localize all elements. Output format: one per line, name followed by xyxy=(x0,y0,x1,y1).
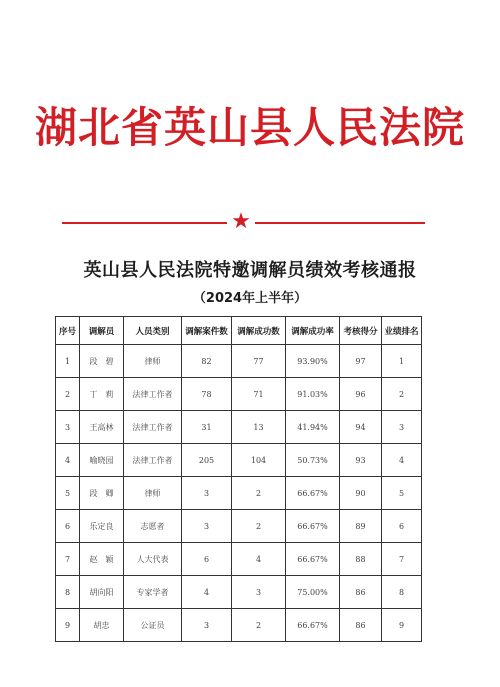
cell-cases: 3 xyxy=(182,510,232,543)
cell-cases: 3 xyxy=(182,609,232,642)
cell-score: 86 xyxy=(340,609,382,642)
cell-cases: 205 xyxy=(182,444,232,477)
cell-rank: 4 xyxy=(382,444,422,477)
column-header-success: 调解成功数 xyxy=(232,317,286,345)
cell-no: 7 xyxy=(56,543,80,576)
table-row xyxy=(56,345,422,378)
cell-category: 人大代表 xyxy=(124,543,182,576)
cell-rate: 66.67% xyxy=(286,543,340,576)
cell-rate: 93.90% xyxy=(286,345,340,378)
cell-rank: 9 xyxy=(382,609,422,642)
cell-score: 90 xyxy=(340,477,382,510)
table-row xyxy=(56,477,422,510)
cell-cases: 3 xyxy=(182,477,232,510)
cell-rank: 3 xyxy=(382,411,422,444)
cell-rate: 50.73% xyxy=(286,444,340,477)
cell-no: 8 xyxy=(56,576,80,609)
table-header-row xyxy=(56,317,422,345)
cell-mediator: 段 卿 xyxy=(80,477,124,510)
cell-cases: 4 xyxy=(182,576,232,609)
cell-rank: 2 xyxy=(382,378,422,411)
cell-rank: 8 xyxy=(382,576,422,609)
column-header-mediator: 调解员 xyxy=(80,317,124,345)
cell-no: 2 xyxy=(56,378,80,411)
table-row xyxy=(56,411,422,444)
cell-no: 6 xyxy=(56,510,80,543)
cell-cases: 82 xyxy=(182,345,232,378)
cell-category: 法律工作者 xyxy=(124,444,182,477)
cell-success: 2 xyxy=(232,510,286,543)
cell-score: 97 xyxy=(340,345,382,378)
cell-cases: 6 xyxy=(182,543,232,576)
cell-success: 2 xyxy=(232,477,286,510)
cell-no: 5 xyxy=(56,477,80,510)
cell-mediator: 段 碧 xyxy=(80,345,124,378)
cell-rank: 6 xyxy=(382,510,422,543)
cell-rate: 66.67% xyxy=(286,510,340,543)
cell-score: 94 xyxy=(340,411,382,444)
cell-category: 公证员 xyxy=(124,609,182,642)
red-divider-left xyxy=(62,222,227,224)
cell-cases: 78 xyxy=(182,378,232,411)
cell-mediator: 王高林 xyxy=(80,411,124,444)
cell-rank: 1 xyxy=(382,345,422,378)
cell-success: 104 xyxy=(232,444,286,477)
column-header-rank: 业绩排名 xyxy=(382,317,422,345)
cell-rate: 41.94% xyxy=(286,411,340,444)
table-row xyxy=(56,378,422,411)
column-header-score: 考核得分 xyxy=(340,317,382,345)
cell-score: 86 xyxy=(340,576,382,609)
cell-no: 4 xyxy=(56,444,80,477)
column-header-no: 序号 xyxy=(56,317,80,345)
column-header-rate: 调解成功率 xyxy=(286,317,340,345)
document-subtitle: （2024年上半年） xyxy=(192,291,308,306)
cell-success: 13 xyxy=(232,411,286,444)
cell-score: 96 xyxy=(340,378,382,411)
star-icon: ★ xyxy=(231,209,251,234)
cell-mediator: 胡忠 xyxy=(80,609,124,642)
cell-rank: 7 xyxy=(382,543,422,576)
cell-category: 专家学者 xyxy=(124,576,182,609)
cell-category: 法律工作者 xyxy=(124,411,182,444)
court-name-heading: 湖北省英山县人民法院 xyxy=(34,103,465,152)
cell-rate: 91.03% xyxy=(286,378,340,411)
table-row xyxy=(56,576,422,609)
cell-category: 律师 xyxy=(124,477,182,510)
cell-mediator: 乐定良 xyxy=(80,510,124,543)
red-divider-right xyxy=(255,222,425,224)
cell-cases: 31 xyxy=(182,411,232,444)
column-header-category: 人员类别 xyxy=(124,317,182,345)
cell-rate: 75.00% xyxy=(286,576,340,609)
cell-mediator: 赵 颖 xyxy=(80,543,124,576)
cell-success: 77 xyxy=(232,345,286,378)
document-title: 英山县人民法院特邀调解员绩效考核通报 xyxy=(83,260,417,281)
cell-score: 88 xyxy=(340,543,382,576)
performance-table xyxy=(55,316,422,642)
cell-no: 9 xyxy=(56,609,80,642)
cell-rate: 66.67% xyxy=(286,477,340,510)
cell-no: 3 xyxy=(56,411,80,444)
cell-no: 1 xyxy=(56,345,80,378)
cell-mediator: 胡向阳 xyxy=(80,576,124,609)
table-row xyxy=(56,444,422,477)
cell-score: 89 xyxy=(340,510,382,543)
cell-rate: 66.67% xyxy=(286,609,340,642)
cell-success: 71 xyxy=(232,378,286,411)
cell-mediator: 丁 莉 xyxy=(80,378,124,411)
table-row xyxy=(56,543,422,576)
cell-category: 法律工作者 xyxy=(124,378,182,411)
table-row xyxy=(56,510,422,543)
table-row xyxy=(56,609,422,642)
cell-success: 2 xyxy=(232,609,286,642)
cell-category: 志愿者 xyxy=(124,510,182,543)
cell-rank: 5 xyxy=(382,477,422,510)
cell-success: 4 xyxy=(232,543,286,576)
cell-score: 93 xyxy=(340,444,382,477)
column-header-cases: 调解案件数 xyxy=(182,317,232,345)
cell-category: 律师 xyxy=(124,345,182,378)
cell-mediator: 喻晓园 xyxy=(80,444,124,477)
cell-success: 3 xyxy=(232,576,286,609)
